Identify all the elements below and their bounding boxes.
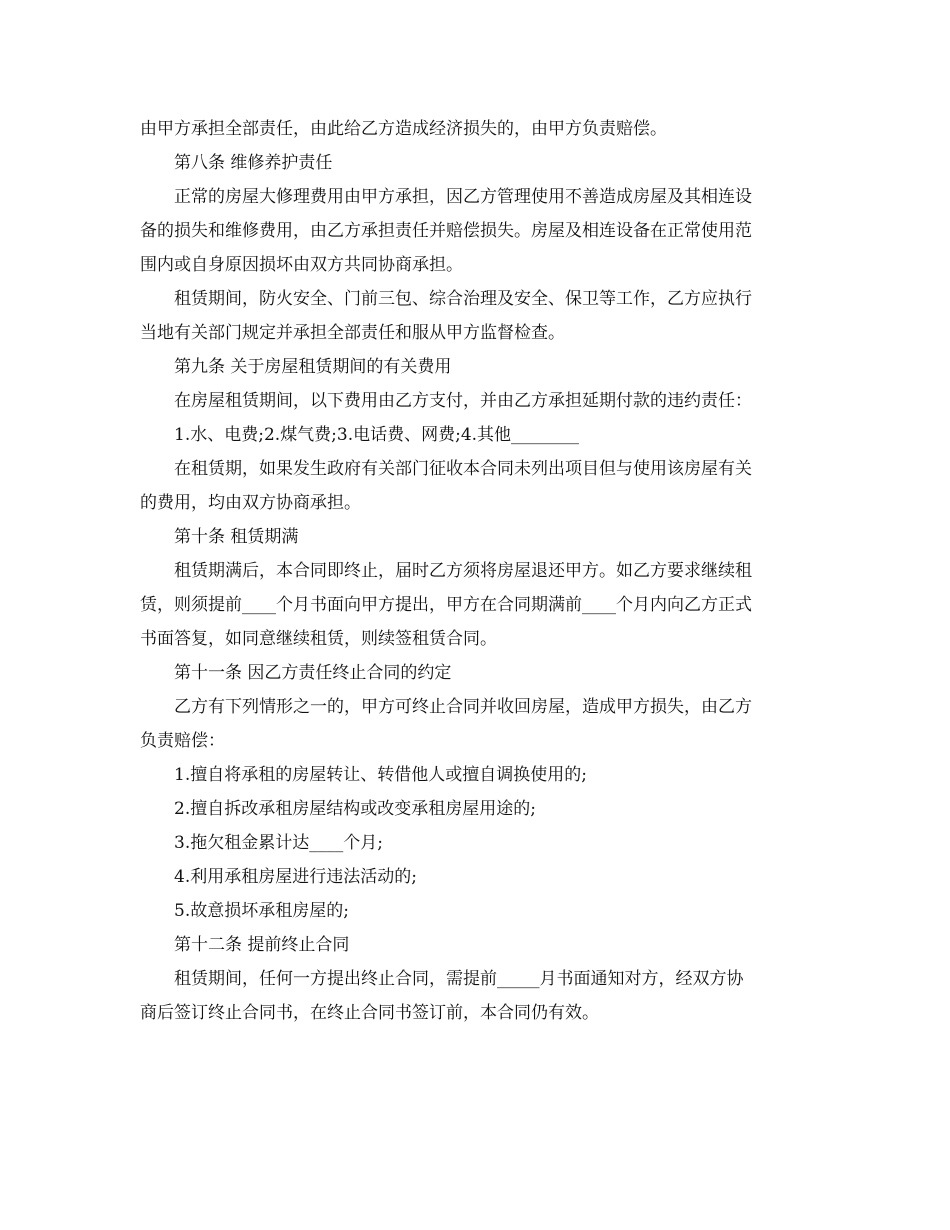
section-heading-article-8: 第八条 维修养护责任 <box>174 153 333 173</box>
paragraph-line: 在租赁期，如果发生政府有关部门征收本合同未列出项目但与使用该房屋有关 <box>174 459 752 479</box>
paragraph-line: 的费用，均由双方协商承担。 <box>140 493 361 513</box>
section-heading-article-12: 第十二条 提前终止合同 <box>174 935 350 955</box>
paragraph-line: 负责赔偿： <box>140 731 225 751</box>
paragraph-line: 由甲方承担全部责任，由此给乙方造成经济损失的，由甲方负责赔偿。 <box>140 119 667 139</box>
paragraph-line: 备的损失和维修费用，由乙方承担责任并赔偿损失。房屋及相连设备在正常使用范 <box>140 221 752 241</box>
paragraph-line: 当地有关部门规定并承担全部责任和服从甲方监督检查。 <box>140 323 565 343</box>
section-heading-article-11: 第十一条 因乙方责任终止合同的约定 <box>174 663 452 683</box>
list-item: 1.水、电费;2.煤气费;3.电话费、网费;4.其他________ <box>174 425 580 445</box>
list-item: 1.擅自将承租的房屋转让、转借他人或擅自调换使用的; <box>174 765 587 785</box>
section-heading-article-9: 第九条 关于房屋租赁期间的有关费用 <box>174 357 452 377</box>
list-item: 4.利用承租房屋进行违法活动的; <box>174 867 417 887</box>
list-item: 2.擅自拆改承租房屋结构或改变承租房屋用途的; <box>174 799 536 819</box>
list-item: 5.故意损坏承租房屋的; <box>174 901 349 921</box>
contract-text-body <box>140 112 820 1030</box>
paragraph-line: 书面答复，如同意继续租赁，则续签租赁合同。 <box>140 629 497 649</box>
section-heading-article-10: 第十条 租赁期满 <box>174 527 299 547</box>
paragraph-line: 赁，则须提前____个月书面向甲方提出，甲方在合同期满前____个月内向乙方正式 <box>140 595 752 615</box>
paragraph-line: 围内或自身原因损坏由双方共同协商承担。 <box>140 255 463 275</box>
paragraph-line: 正常的房屋大修理费用由甲方承担，因乙方管理使用不善造成房屋及其相连设 <box>174 187 752 207</box>
paragraph-line: 商后签订终止合同书，在终止合同书签订前，本合同仍有效。 <box>140 1003 599 1023</box>
paragraph-line: 租赁期间，任何一方提出终止合同，需提前_____月书面通知对方，经双方协 <box>174 969 744 989</box>
paragraph-line: 租赁期满后，本合同即终止，届时乙方须将房屋退还甲方。如乙方要求继续租 <box>174 561 752 581</box>
list-item: 3.拖欠租金累计达____个月; <box>174 833 383 853</box>
paragraph-line: 在房屋租赁期间，以下费用由乙方支付，并由乙方承担延期付款的违约责任： <box>174 391 752 411</box>
paragraph-line: 租赁期间，防火安全、门前三包、综合治理及安全、保卫等工作，乙方应执行 <box>174 289 752 309</box>
paragraph-line: 乙方有下列情形之一的，甲方可终止合同并收回房屋，造成甲方损失，由乙方 <box>174 697 752 717</box>
